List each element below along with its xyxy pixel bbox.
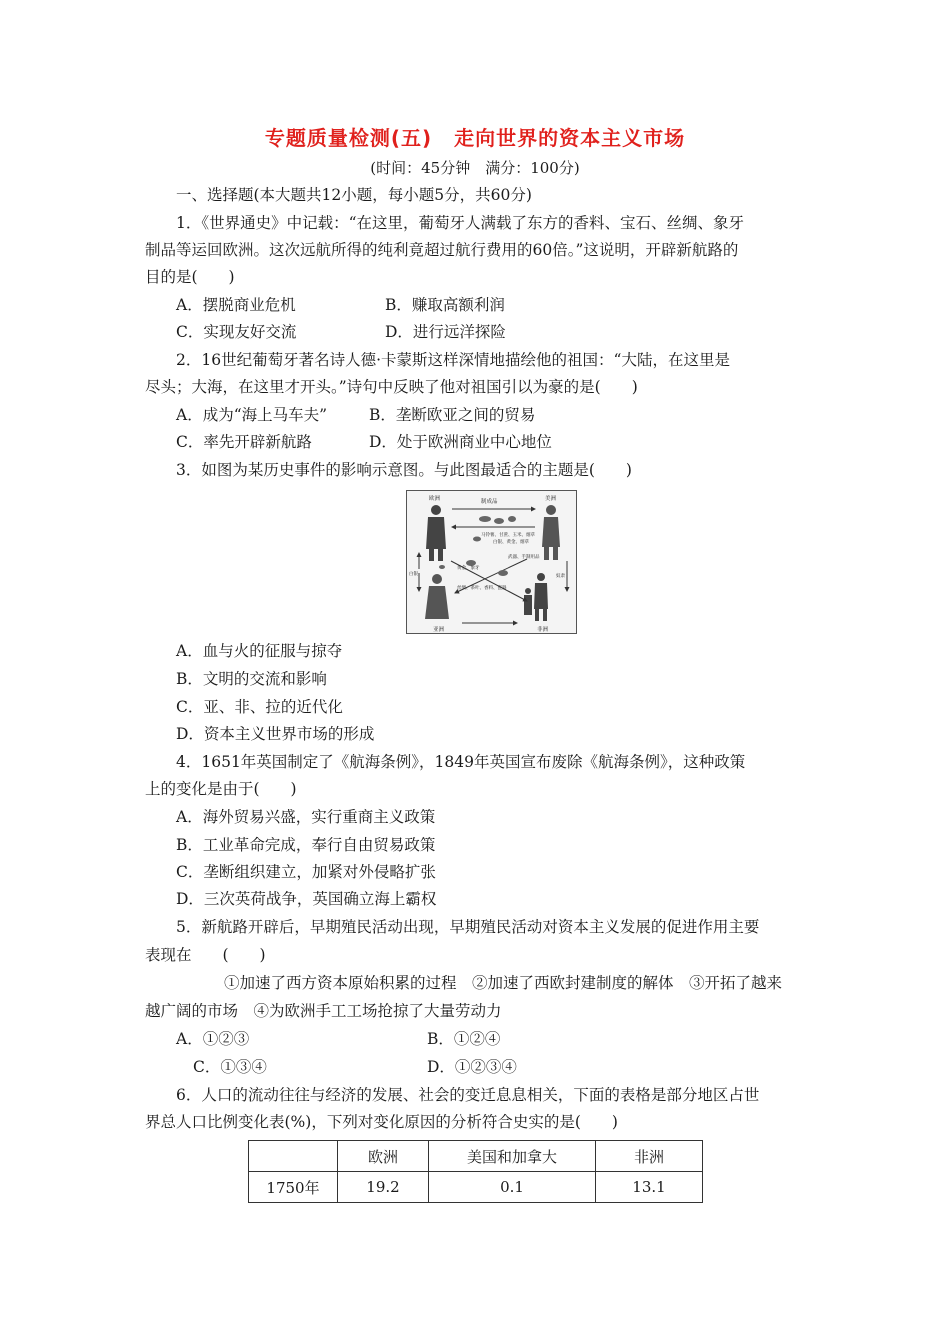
q1-option-b: B．赚取高额利润 — [385, 296, 505, 314]
q3-option-b: B．文明的交流和影响 — [176, 670, 327, 688]
q5-option-a: A．①②③ — [176, 1030, 250, 1048]
q2-option-b: B．垄断欧亚之间的贸易 — [369, 406, 536, 424]
q1-line2: 制品等运回欧洲。这次远航所得的纯利竟超过航行费用的60倍。”这说明，开辟新航路的 — [145, 241, 739, 259]
q4-option-b: B．工业革命完成，奉行自由贸易政策 — [176, 836, 436, 854]
label-goods: 武器、手制用品 — [508, 555, 540, 560]
q6-line1: 6．人口的流动往往与经济的发展、社会的变迁息息相关，下面的表格是部分地区占世 — [176, 1086, 760, 1104]
q4-line2: 上的变化是由于( ) — [145, 780, 297, 798]
q3-option-a: A．血与火的征服与掠夺 — [176, 642, 343, 660]
q2-option-c: C．率先开辟新航路 — [176, 433, 312, 451]
exam-subtitle: (时间：45分钟 满分：100分) — [370, 159, 580, 177]
q3-option-c: C．亚、非、拉的近代化 — [176, 698, 343, 716]
q1-option-c: C．实现友好交流 — [176, 323, 297, 341]
asia-figure-icon — [425, 574, 449, 619]
q2-option-d: D．处于欧洲商业中心地位 — [369, 433, 552, 451]
page-title — [0, 122, 950, 151]
africa-figure-icon — [524, 573, 548, 621]
label-silk: 丝绸、茶叶、香料、瓷器 — [457, 586, 507, 591]
q4-option-c: C．垄断组织建立，加紧对外侵略扩张 — [176, 863, 436, 881]
label-africa: 非洲 — [537, 627, 549, 633]
q5-option-d: D．①②③④ — [427, 1058, 517, 1076]
table-header-cell — [249, 1141, 338, 1172]
table-cell: 19.2 — [338, 1172, 429, 1203]
q3-line1: 3．如图为某历史事件的影响示意图。与此图最适合的主题是( ) — [176, 461, 632, 479]
title-right: 走向世界的资本主义市场 — [454, 126, 686, 150]
q5-line1: 5．新航路开辟后，早期殖民活动出现，早期殖民活动对资本主义发展的促进作用主要 — [176, 918, 760, 936]
q1-line3: 目的是( ) — [145, 268, 235, 286]
europe-figure-icon — [426, 505, 446, 561]
table-cell: 1750年 — [249, 1172, 338, 1203]
label-silver: 白银 — [409, 572, 418, 577]
q4-option-a: A．海外贸易兴盛，实行重商主义政策 — [176, 808, 436, 826]
table-row — [249, 1172, 703, 1203]
label-europe: 欧洲 — [429, 496, 441, 502]
america-figure-icon — [542, 505, 560, 560]
label-asia: 亚洲 — [433, 627, 445, 633]
q4-option-d: D．三次英荷战争，英国确立海上霸权 — [176, 890, 437, 908]
q1-option-a: A．摆脱商业危机 — [176, 296, 296, 314]
label-america: 美洲 — [545, 496, 557, 502]
q3-option-d: D．资本主义世界市场的形成 — [176, 725, 375, 743]
q5-option-b: B．①②④ — [427, 1030, 501, 1048]
q5-line2: 表现在 ( ) — [145, 946, 266, 964]
label-slaves: 奴隶 — [556, 574, 565, 579]
q2-option-a: A．成为“海上马车夫” — [176, 406, 328, 424]
q5-line4: 越广阔的市场 ④为欧洲手工工场抢掠了大量劳动力 — [145, 1002, 502, 1020]
label-gold: 黄金、象牙 — [457, 566, 480, 571]
q5-line3: ①加速了西方资本原始积累的过程 ②加速了西欧封建制度的解体 ③开拓了越来 — [224, 974, 783, 992]
table-header-cell: 美国和加拿大 — [429, 1141, 596, 1172]
q6-line2: 界总人口比例变化表(%)，下列对变化原因的分析符合史实的是( ) — [145, 1113, 618, 1131]
title-left: 专题质量检测(五) — [264, 126, 433, 150]
label-manufactures: 制成品 — [481, 499, 498, 505]
q1-line1: 1．《世界通史》中记载：“在这里，葡萄牙人满载了东方的香料、宝石、丝绸、象牙 — [176, 214, 745, 232]
table-header-cell: 欧洲 — [338, 1141, 429, 1172]
population-table — [248, 1140, 703, 1203]
table-header-row — [249, 1141, 703, 1172]
q1-option-d: D．进行远洋探险 — [385, 323, 506, 341]
history-diagram — [406, 490, 577, 634]
q2-line1: 2．16世纪葡萄牙著名诗人德·卡蒙斯这样深情地描绘他的祖国：“大陆，在这里是 — [176, 351, 730, 369]
q2-line2: 尽头；大海，在这里才开头。”诗句中反映了他对祖国引以为豪的是( ) — [145, 378, 638, 396]
diagram-svg — [407, 491, 576, 633]
table-cell: 13.1 — [596, 1172, 703, 1203]
table-cell: 0.1 — [429, 1172, 596, 1203]
table-header-cell: 非洲 — [596, 1141, 703, 1172]
section-heading: 一、选择题(本大题共12小题，每小题5分，共60分) — [176, 186, 532, 204]
label-crops: 马铃薯、甘蔗、玉米、烟草 — [481, 533, 535, 538]
label-metals: 白银、黄金、烟草 — [493, 540, 529, 545]
q5-option-c: C．①③④ — [193, 1058, 267, 1076]
q4-line1: 4．1651年英国制定了《航海条例》，1849年英国宣布废除《航海条例》，这种政策 — [176, 753, 746, 771]
